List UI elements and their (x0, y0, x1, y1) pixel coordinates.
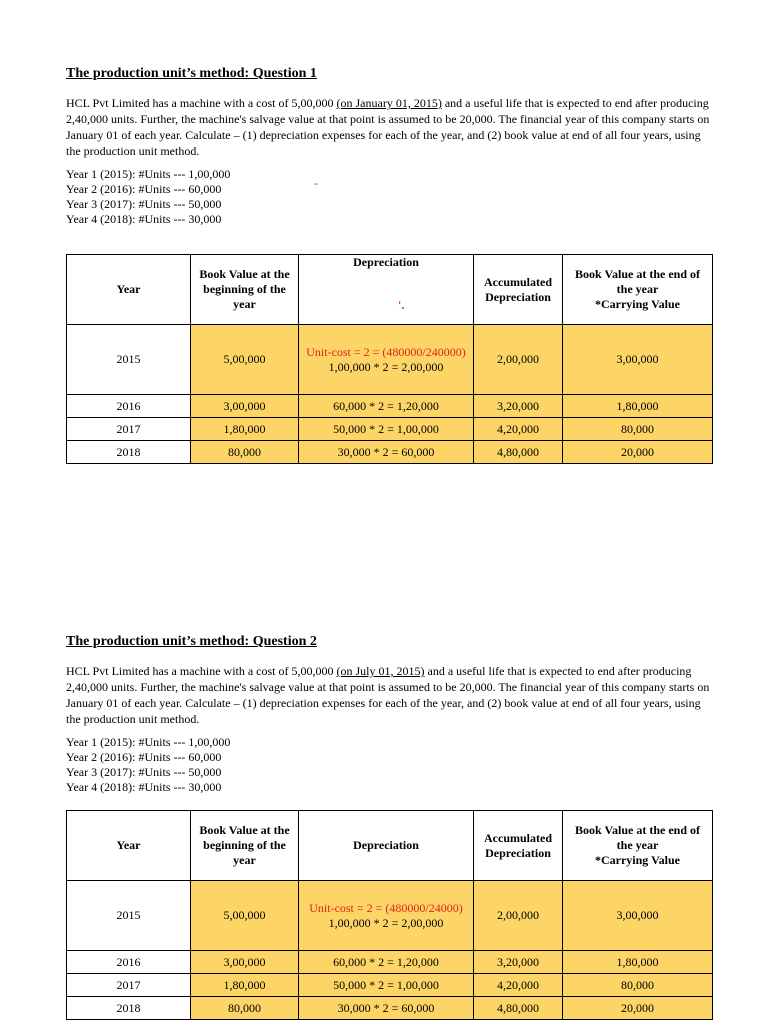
cell-year: 2016 (67, 395, 191, 418)
units-line: Year 3 (2017): #Units --- 50,000 (66, 765, 222, 779)
cell-bv-end: 3,00,000 (563, 325, 713, 395)
cell-year: 2016 (67, 951, 191, 974)
units-line: Year 2 (2016): #Units --- 60,000 (66, 182, 222, 196)
cell-year: 2017 (67, 974, 191, 997)
table-row (67, 395, 713, 418)
cell-depreciation: 60,000 * 2 = 1,20,000 (299, 951, 474, 974)
cell-depreciation: 50,000 * 2 = 1,00,000 (299, 974, 474, 997)
cell-accumulated: 2,00,000 (474, 325, 563, 395)
cell-bv-end: 80,000 (563, 418, 713, 441)
cell-bv-begin: 1,80,000 (191, 974, 299, 997)
cell-bv-end: 20,000 (563, 441, 713, 464)
question-1-title: The production unit’s method: Question 1 (66, 66, 317, 81)
question-2-table (66, 810, 713, 1020)
cell-bv-begin: 3,00,000 (191, 951, 299, 974)
cell-bv-begin: 1,80,000 (191, 418, 299, 441)
cell-accumulated: 2,00,000 (474, 881, 563, 951)
cell-bv-begin: 5,00,000 (191, 325, 299, 395)
question-1-units-list (66, 167, 712, 227)
cell-year: 2017 (67, 418, 191, 441)
table-row (67, 325, 713, 395)
cell-year: 2015 (67, 325, 191, 395)
cell-bv-begin: 80,000 (191, 441, 299, 464)
cell-depreciation: 30,000 * 2 = 60,000 (299, 997, 474, 1020)
header-bv-end: Book Value at the end of the year *Carrying Value (563, 255, 713, 325)
table-row (67, 974, 713, 997)
cell-depreciation: Unit-cost = 2 = (480000/240000) 1,00,000 * 2 = 2,00,000 (299, 325, 474, 395)
unit-cost-note: Unit-cost = 2 = (480000/240000) (306, 344, 466, 359)
units-line: Year 2 (2016): #Units --- 60,000 (66, 750, 222, 764)
cell-depreciation: 60,000 * 2 = 1,20,000 (299, 395, 474, 418)
cell-depreciation: 30,000 * 2 = 60,000 (299, 441, 474, 464)
header-bv-end: Book Value at the end of the year *Carrying Value (563, 811, 713, 881)
table-header-row (67, 811, 713, 881)
cell-accumulated: 3,20,000 (474, 951, 563, 974)
question-2-paragraph: HCL Pvt Limited has a machine with a cost of 5,00,000 (on July 01, 2015) and a useful life that is expected to end after producing 2,40,000 units. Further, the machine's salvage value at that point is assumed to be 20,000. The financial year of this company starts on January 01 of each year. Calculate – (1) depreciation expenses for each of the year, and (2) book value at end of all four years, using the production unit method. (66, 664, 710, 726)
cell-depreciation: Unit-cost = 2 = (480000/24000) 1,00,000 * 2 = 2,00,000 (299, 881, 474, 951)
cell-accumulated: 4,80,000 (474, 997, 563, 1020)
header-bv-begin: Book Value at the beginning of the year (191, 811, 299, 881)
header-year: Year (67, 811, 191, 881)
header-accumulated: Accumulated Depreciation (474, 811, 563, 881)
cell-bv-end: 3,00,000 (563, 881, 713, 951)
header-bv-begin: Book Value at the beginning of the year (191, 255, 299, 325)
table-row (67, 418, 713, 441)
cell-bv-end: 1,80,000 (563, 951, 713, 974)
units-line: Year 3 (2017): #Units --- 50,000 (66, 197, 222, 211)
table-row (67, 881, 713, 951)
cell-year: 2018 (67, 997, 191, 1020)
units-line: Year 4 (2018): #Units --- 30,000 (66, 780, 222, 794)
question-2-section (66, 633, 712, 795)
cell-bv-end: 20,000 (563, 997, 713, 1020)
question-2-units-list (66, 735, 712, 795)
table-row (67, 997, 713, 1020)
cell-accumulated: 4,80,000 (474, 441, 563, 464)
cell-year: 2018 (67, 441, 191, 464)
red-mark: - (314, 176, 318, 190)
cell-accumulated: 4,20,000 (474, 974, 563, 997)
cell-bv-end: 80,000 (563, 974, 713, 997)
table-row (67, 951, 713, 974)
header-depreciation: Depreciation (299, 811, 474, 881)
red-mark: '. (398, 298, 405, 312)
table-row (67, 441, 713, 464)
header-depreciation: Depreciation '. (299, 255, 474, 325)
table-header-row (67, 255, 713, 325)
header-year: Year (67, 255, 191, 325)
cell-bv-begin: 3,00,000 (191, 395, 299, 418)
units-line: Year 4 (2018): #Units --- 30,000 (66, 212, 222, 226)
question-2-title: The production unit’s method: Question 2 (66, 634, 317, 649)
cell-bv-end: 1,80,000 (563, 395, 713, 418)
cell-accumulated: 4,20,000 (474, 418, 563, 441)
cell-bv-begin: 5,00,000 (191, 881, 299, 951)
question-1-section (66, 65, 712, 227)
question-1-table (66, 254, 713, 464)
cell-accumulated: 3,20,000 (474, 395, 563, 418)
cell-year: 2015 (67, 881, 191, 951)
unit-cost-note: Unit-cost = 2 = (480000/24000) (309, 900, 463, 915)
cell-depreciation: 50,000 * 2 = 1,00,000 (299, 418, 474, 441)
question-1-paragraph: HCL Pvt Limited has a machine with a cost of 5,00,000 (on January 01, 2015) and a useful life that is expected to end after producing 2,40,000 units. Further, the machine's salvage value at that point is assumed to be 20,000. The financial year of this company starts on January 01 of each year. Calculate – (1) depreciation expenses for each of the year, and (2) book value at end of all four years, using the production unit method. (66, 96, 710, 158)
units-line: Year 1 (2015): #Units --- 1,00,000 (66, 167, 231, 181)
units-line: Year 1 (2015): #Units --- 1,00,000 (66, 735, 231, 749)
cell-bv-begin: 80,000 (191, 997, 299, 1020)
header-accumulated: Accumulated Depreciation (474, 255, 563, 325)
